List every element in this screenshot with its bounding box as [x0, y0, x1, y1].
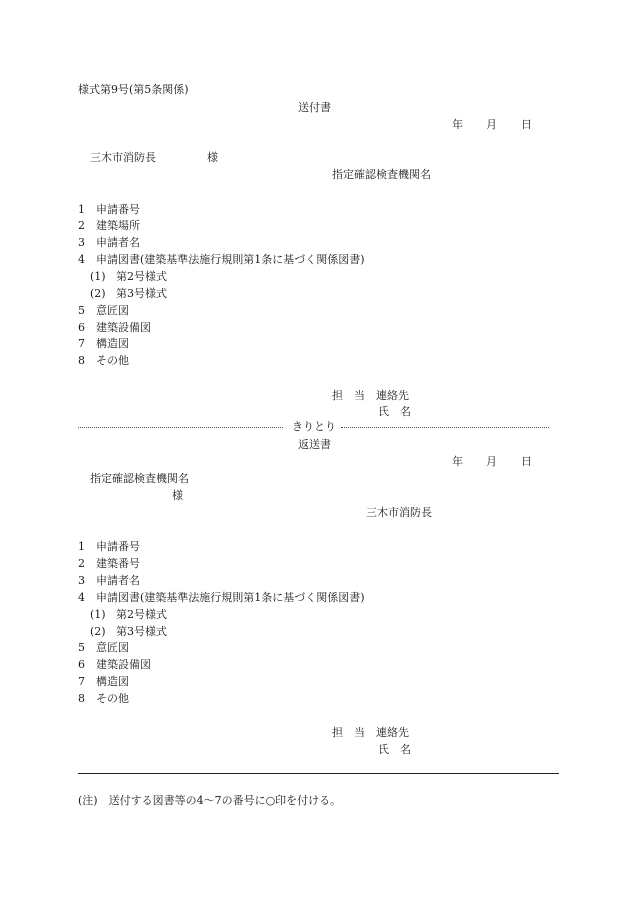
send-item: 2 建築場所	[78, 219, 140, 232]
footnote: (注) 送付する図書等の4〜7の番号に○印を付ける。	[78, 794, 342, 807]
return-honorific: 様	[172, 489, 183, 502]
return-item: 6 建築設備図	[78, 658, 151, 671]
return-item: 4 申請図書(建築基準法施行規則第1条に基づく関係図書)	[78, 591, 365, 604]
form-number: 様式第9号(第5条関係)	[78, 83, 189, 96]
bottom-rule	[78, 773, 559, 774]
return-item: 1 申請番号	[78, 540, 140, 553]
cut-line-right	[341, 427, 549, 428]
send-subitem: (1) 第2号様式	[90, 270, 167, 283]
return-name-label: 氏 名	[378, 743, 411, 756]
send-date-year: 年	[452, 118, 463, 131]
return-contact-label: 担 当 連絡先	[332, 726, 409, 739]
return-date-month: 月	[486, 455, 497, 468]
send-name-label: 氏 名	[378, 405, 411, 418]
return-subitem: (1) 第2号様式	[90, 608, 167, 621]
return-date-year: 年	[452, 455, 463, 468]
cut-line-left	[78, 427, 283, 428]
return-addressee: 指定確認検査機関名	[90, 472, 189, 485]
return-item: 2 建築番号	[78, 557, 140, 570]
send-item: 4 申請図書(建築基準法施行規則第1条に基づく関係図書)	[78, 253, 365, 266]
send-honorific: 様	[207, 151, 218, 164]
return-date-day: 日	[521, 455, 532, 468]
send-item: 6 建築設備図	[78, 321, 151, 334]
return-item: 8 その他	[78, 692, 129, 705]
send-item: 5 意匠図	[78, 304, 129, 317]
send-subitem: (2) 第3号様式	[90, 287, 167, 300]
return-title: 返送書	[298, 438, 331, 451]
return-sender: 三木市消防長	[366, 506, 432, 519]
send-item: 8 その他	[78, 354, 129, 367]
cut-label: きりとり	[292, 420, 336, 433]
send-item: 3 申請者名	[78, 236, 140, 249]
send-sender: 指定確認検査機関名	[332, 168, 431, 181]
send-title: 送付書	[298, 101, 331, 114]
send-date-day: 日	[521, 118, 532, 131]
send-contact-label: 担 当 連絡先	[332, 389, 409, 402]
send-date-month: 月	[486, 118, 497, 131]
send-item: 1 申請番号	[78, 203, 140, 216]
return-item: 3 申請者名	[78, 574, 140, 587]
send-item: 7 構造図	[78, 337, 129, 350]
return-item: 7 構造図	[78, 675, 129, 688]
return-item: 5 意匠図	[78, 641, 129, 654]
return-subitem: (2) 第3号様式	[90, 625, 167, 638]
send-addressee: 三木市消防長	[90, 151, 156, 164]
